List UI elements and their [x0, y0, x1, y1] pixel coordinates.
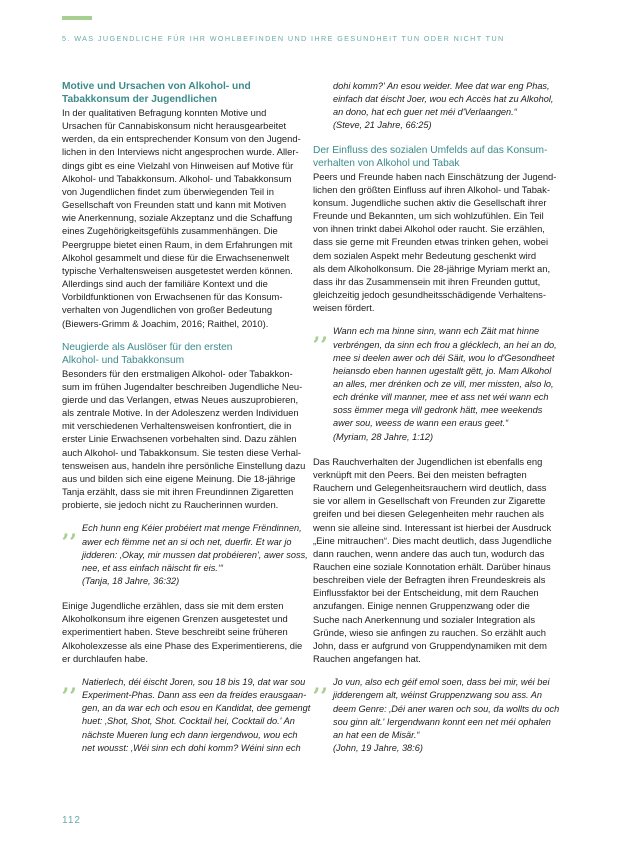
text-line: Alkoholexzesse als eine Phase des Experimentierens, die [62, 639, 303, 651]
text-line: experimentiert haben. Steve beschreibt seine früheren [62, 626, 288, 638]
quote-text [82, 676, 312, 755]
text-line: Gründe, wieso sie anfingen zu rauchen. So erzählt auch [313, 626, 546, 638]
heading-line: Neugierde als Auslöser für den ersten [62, 341, 233, 353]
text-line: mee si deelen awer och déi Säit, wou lo d'Gesondheet [333, 352, 555, 363]
text-line: Rauchern und Gelegenheitsrauchern wird deutlich, dass [313, 482, 547, 494]
text-line: Natierlech, déi éischt Joren, sou 18 bis 19, dat war sou [82, 676, 306, 687]
text-line: gleichzeitig jedoch gesundheitsschädigende Verhaltens- [313, 289, 546, 301]
text-line: verknüpft mit den Peers. Bei den meisten befragten [313, 468, 527, 480]
heading-neugierde [62, 341, 312, 367]
text-line: Ursachen für Cannabiskonsum nicht herausgearbeitet [62, 120, 287, 132]
text-line: Gesellschaft von Freunden statt und kann mit Motiven [62, 199, 287, 211]
text-line: nächste Mueren lung ech dann iergendwou, wou ech [82, 729, 298, 740]
text-line: dass ihr das Zusammensein mit ihren Freunden guttut, [313, 275, 541, 287]
text-line: Jo vun, also ech géif emol soen, dass bei mir, wéi bei [333, 677, 550, 688]
header-rule [62, 16, 92, 20]
quote-text [333, 676, 563, 742]
quote-steve [62, 670, 312, 755]
quote-steve-continued [313, 80, 563, 133]
text-line: an alles, mer drénken och ze vill, mer missten, also lo, [333, 378, 554, 389]
text-line: Vorbildfunktionen von Erwachsenen für das Konsum- [62, 291, 283, 303]
quote-john [313, 671, 563, 755]
text-line: huet: ‚Shot, Shot, Shot. Cocktail hei, Cocktail do.' An [82, 716, 295, 727]
text-line: probierte, sie jedoch nicht zu Raucherinnen wurden. [62, 499, 279, 511]
quote-myriam [313, 320, 563, 443]
text-line: anzufangen. Einige nennen Gruppenzwang oder die [313, 600, 530, 612]
text-line: Suche nach Anerkennung und sozialer Integration als [313, 613, 536, 625]
quote-text [333, 80, 563, 119]
text-line: heiansdo eben hannen ugestallt gëtt, jo. Mam Alkohol [333, 365, 552, 376]
text-line: wenn sie alleine sind. Interessant ist hierbei der Ausdruck [313, 521, 552, 533]
heading-line: Tabakkonsum der Jugendlichen [62, 94, 217, 105]
text-line: Einflussfaktor bei der Entscheidung, mit dem Rauchen [313, 587, 539, 599]
text-line: weisen fördert. [313, 302, 375, 314]
text-line: jidderen: ‚Okay, mir mussen dat probéieren', awer soss, [82, 549, 308, 560]
left-column [62, 80, 312, 755]
text-line: Peers und Freunde haben nach Einschätzung der Jugend- [313, 170, 557, 182]
text-line: auch Alkohol- und Tabakkonsum. Sie testen diese Verhal- [62, 446, 302, 458]
text-line: Allerdings sind auch der familiäre Kontext und die [62, 278, 268, 290]
heading-line: Alkohol- und Tabakkonsum [62, 354, 185, 366]
text-line: „Eine mitrauchen“. Dies macht deutlich, dass Jugendliche [313, 534, 552, 546]
text-line: verhalten von Jugendlichen von großer Bedeutung [62, 304, 273, 316]
text-line: lichen den größten Einfluss auf ihren Alkohol- und Tabak- [313, 183, 550, 195]
text-line: typische Verhaltensweisen ausgetestet werden können. [62, 264, 293, 276]
text-line: dings gibt es eine Vielzahl von Hinweisen auf Motive für [62, 159, 294, 171]
quote-text [333, 325, 563, 430]
text-line: Rauchen angefangen hat. [313, 653, 421, 665]
quote-mark-icon: ‚‚ [313, 671, 329, 698]
text-line: nee, et ass einfach näischt fir eis.‘“ [82, 562, 223, 573]
text-line: sie vor allem in Gesellschaft von Freunden zur Zigarette [313, 495, 546, 507]
text-line: (Biewers-Grimm & Joachim, 2016; Raithel, 2010). [62, 317, 269, 329]
heading-umfeld [313, 144, 563, 170]
paragraph-motive [62, 106, 312, 330]
quote-source: (John, 19 Jahre, 38:6) [333, 743, 423, 754]
text-line: Ech hunn eng Kéier probéiert mat menge Frëndinnen, [82, 523, 302, 534]
text-line: greifen und bei diesen Gelegenheiten mehr rauchen als [313, 508, 544, 520]
text-line: awer sou, weess de wann een eraus geet.“ [333, 418, 509, 429]
quote-mark-icon: ‚‚ [62, 517, 78, 544]
text-line: Peergruppe bietet einen Raum, in dem Erfahrungen mit [62, 238, 293, 250]
text-line: eines Zugehörigkeitsgefühls zusammenhängen. Die [62, 225, 278, 237]
page-number: 112 [62, 815, 81, 826]
text-line: aus und bilden sich eine eigene Meinung. Die 18-jährige [62, 472, 296, 484]
text-line: verbréngen, da sinn ech frou a glécklech, an hei an do, [333, 339, 557, 350]
text-line: erster Linie Erwachsenen vorbehalten sind. Dazu zählen [62, 433, 297, 445]
text-line: sou ginn alt.' Iergendwann konnt een net méi ophalen [333, 716, 551, 727]
text-line: awer ech fëmme net an si och net, duerfir. Et war jo [82, 536, 292, 547]
text-line: Wann ech ma hinne sinn, wann ech Zäit mat hinne [333, 326, 540, 337]
quote-source: (Steve, 21 Jahre, 66:25) [333, 120, 432, 131]
heading-line: Motive und Ursachen von Alkohol- und [62, 81, 251, 92]
text-line: werden, da ein entsprechender Konsum von den Jugend- [62, 133, 301, 145]
text-line: Tanja erzählt, dass sie mit ihren Freundinnen Zigaretten [62, 486, 294, 498]
text-line: lichen in den Interviews nicht angesprochen wurde. Aller- [62, 146, 299, 158]
text-line: In der qualitativen Befragung konnten Motive und [62, 107, 267, 118]
text-line: dem sozialen Aspekt mehr Bedeutung geschenkt wird [313, 249, 537, 261]
quote-mark-icon: ‚‚ [62, 670, 78, 697]
text-line: sum im frühen Jugendalter beschreiben Jugendliche Neu- [62, 380, 303, 392]
text-line: von ihnen trinkt dabei Alkohol oder raucht. Sie erzählen, [313, 223, 545, 235]
text-line: als zentrale Motive. In der Adoleszenz werden Individuen [62, 407, 299, 419]
text-line: Experiment-Phas. Dann ass een da freides erausgaan- [82, 690, 307, 701]
text-line: an hat een de Misär.“ [333, 729, 420, 740]
quote-mark-icon: ‚‚ [313, 320, 329, 347]
text-line: Einige Jugendliche erzählen, dass sie mit dem ersten [62, 600, 284, 612]
text-line: Das Rauchverhalten der Jugendlichen ist ebenfalls eng [313, 455, 543, 467]
text-line: als dem Alkoholkonsum. Die 28-jährige Myriam merkt an, [313, 262, 551, 274]
text-line: dann rauchen, wenn andere das auch tun, wodurch das [313, 547, 545, 559]
text-line: er durchlaufen habe. [62, 652, 149, 664]
text-line: net wousst: ‚Wéi sinn ech dohi komm? Wéini sinn ech [82, 742, 301, 753]
text-line: wie Anerkennung, soziale Akzeptanz und die Schaffung [62, 212, 293, 224]
quote-text [82, 522, 312, 575]
text-line: mit verschiedenen Verhaltensweisen konfrontiert, die in [62, 420, 292, 432]
text-line: Rauchen eine soziale Konnotation erhält. Darüber hinaus [313, 561, 551, 572]
paragraph-neugierde [62, 367, 312, 512]
paragraph-rauchverhalten [313, 455, 563, 666]
text-line: Alkohol- und Tabakkonsum. Alkohol- und Tabakkonsum [62, 172, 292, 184]
right-column [313, 80, 563, 755]
text-line: von Jugendlichen findet zum überwiegenden Teil in [62, 185, 274, 197]
heading-line: verhalten von Alkohol und Tabak [313, 157, 460, 169]
text-line: Freunde und Bekannten, um sich wohlzufühlen. Ein Teil [313, 210, 544, 222]
text-line: konsum. Jugendliche suchen aktiv die Gesellschaft ihrer [313, 196, 547, 208]
text-line: tensweisen aus, handeln ihre persönliche Einstellung dazu [62, 459, 306, 471]
text-line: John, dass er aufgrund von Gruppendynamiken mit dem [313, 639, 547, 651]
quote-source: (Tanja, 18 Jahre, 36:32) [82, 576, 180, 586]
text-line: Alkohol gesammelt und diese für die Erwachsenenwelt [62, 251, 290, 263]
text-line: beschreiben viele der Befragten ihren Freundeskreis als [313, 574, 546, 586]
quote-tanja [62, 517, 312, 588]
text-line: Alkoholkonsum ihre eigenen Grenzen ausgetestet und [62, 613, 288, 625]
text-line: jidderengem alt, wéinst Gruppenzwang sou ass. An [333, 690, 543, 701]
text-line: gen, an da war ech och esou en Kandidat, dee gemengt [82, 703, 311, 714]
heading-line: Der Einfluss des sozialen Umfelds auf das Konsum- [313, 144, 548, 156]
running-head: 5. WAS JUGENDLICHE FÜR IHR WOHLBEFINDEN UND IHRE GESUNDHEIT TUN ODER NICHT TUN [62, 34, 505, 43]
text-line: deem Genre: ‚Déi aner waren och sou, da wollts du och [333, 703, 560, 714]
text-line: an dono, hat ech guer net méi d'Verlaangen.“ [333, 107, 517, 118]
text-line: Besonders für den erstmaligen Alkohol- oder Tabakkon- [62, 367, 293, 379]
text-line: ech drénke vill manner, mee et ass net wéi wann ech [333, 392, 549, 403]
text-line: dass sie gerne mit Freunden etwas trinken gehen, wobei [313, 236, 549, 248]
text-line: soss ëmmer mega vill gedronk hätt, mee weekends [333, 405, 543, 416]
text-line: dohi komm?' An esou weider. Mee dat war eng Phas, [333, 81, 550, 91]
paragraph-steve-intro [62, 599, 312, 665]
quote-source: (Myriam, 28 Jahre, 1:12) [333, 431, 434, 442]
text-line: gierde und das Verlangen, etwas Neues auszuprobieren, [62, 393, 299, 405]
heading-motive [62, 80, 312, 106]
text-line: einfach dat éischt Joer, wou ech Accès hat zu Alkohol, [333, 94, 554, 105]
paragraph-umfeld [313, 170, 563, 315]
